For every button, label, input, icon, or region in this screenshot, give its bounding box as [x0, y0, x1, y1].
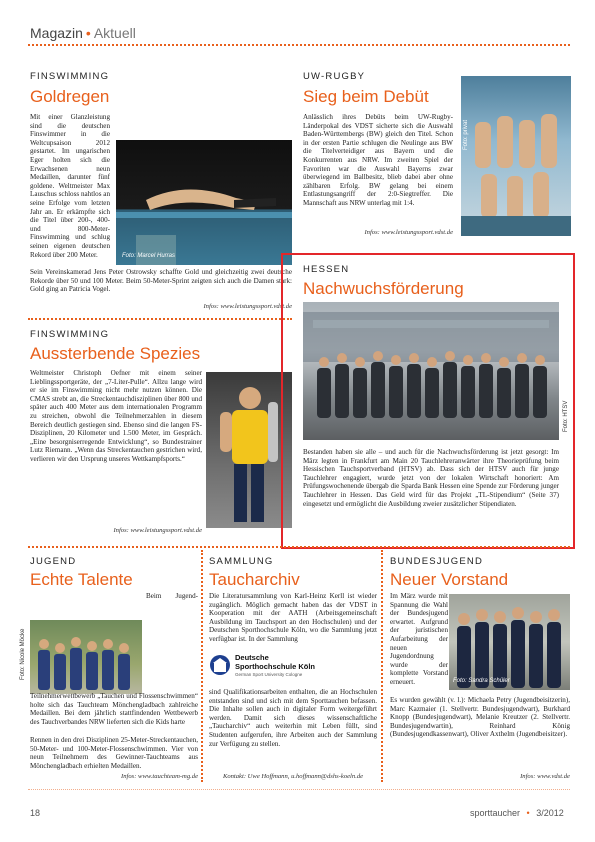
dshs-logo	[209, 652, 321, 682]
uwrugby-photo	[461, 76, 571, 236]
bundesjugend-body-top: Im März wurde mit Spannung die Wahl der Bundesjugend erwartet. Aufgrund der juristischen Aufarbeitung der neuen Jugendordnung wurde der komplette Vorstand erneuert.	[390, 592, 448, 686]
sammlung-body-bottom: sind Qualifikationsarbeiten enthalten, die an Hochschulen entstanden sind und sich mit dem Sporttauchen befassen. Die Inhalte sollen auch in digitaler Form weitergeführt werden. Damit sich dieses wissenschaftliche „Taucharchiv“ auch weiterhin mit Leben füllt, sind Studenten aufgerufen, ihre Arbeiten auch der Sammlung zur Verfügung zu stellen.	[209, 688, 377, 748]
header-divider	[28, 44, 570, 46]
divider-bottom	[28, 546, 570, 548]
uwrugby-body: Anlässlich ihres Debüts beim UW-Rugby-Länderpokal des VDST sicherte sich die Auswahl Baden-Württembergs (BW) gleich den Titel. Schon in der ersten Partie schlugen die Neulinge aus BW die Titelverteidiger aus Bayern und die Konkurrenten aus NRW. Im zweiten Spiel der Favoriten war die Auswahl Bayerns zwar überwiegend im Ballbesitz, blieb dabei aber ohne zählbaren Erfolg. BW gelang bei einem Entlastungsangriff der 2:0-Siegtreffer. Die Mannschaft aus NRW unterlag mit 1:4.	[303, 113, 453, 207]
goldregen-photo-credit: Foto: Marcel Hurras	[122, 253, 176, 259]
footer-divider	[28, 789, 570, 790]
dshs-logo-line2: Sporthochschule Köln	[235, 662, 316, 671]
header-subsection: Aktuell	[93, 25, 136, 41]
uwrugby-photo-credit: Foto: privat	[463, 119, 469, 150]
goldregen-kicker: FINSWIMMING	[30, 71, 110, 82]
dshs-logo-line1: Deutsche	[235, 653, 269, 662]
footer-magazine: sporttaucher	[470, 808, 521, 818]
hessen-title: Nachwuchsförderung	[303, 279, 464, 298]
footer-issue: 3/2012	[536, 808, 564, 818]
sammlung-kicker: SAMMLUNG	[209, 556, 274, 567]
bundesjugend-title: Neuer Vorstand	[390, 570, 509, 589]
group-photo-illustration	[303, 302, 559, 440]
dshs-logo-line3: German Sport University Cologne	[235, 672, 303, 677]
hessen-photo	[303, 302, 559, 440]
bundesjugend-photo-credit: Foto: Sandra Schüler	[453, 678, 510, 684]
page-header	[30, 25, 136, 41]
goldregen-body-top: Mit einer Glanzleistung sind die deutschen Finswimmer in die Weltcupsaison 2012 gestartet. Im ungarischen Eger holten sich die Erwachsenen neun Medaillen, darunter fünf goldene. Weltmeister Max Lauschus schloss nahtlos an seine Erfolge vom letzten Jahr an. Er erkämpfte sich die Titel über 200-, 400- und 800-Meter-Finswimming und schlug seinen eigenen deutschen Rekord über 200 Meter.	[30, 113, 110, 259]
sammlung-body-top: Die Literatursammlung von Karl-Heinz Kerll ist wieder zugänglich. Möglich gemacht haben das der VDST in Kooperation mit der AATH (Arbeitsgemeinschaft Ausbildung im Tauchsport an den Hochschulen) und der Deutschen Sporthochschule Köln, wo die Sammlung jetzt verfügbar ist. In der Sammlung	[209, 592, 377, 643]
board-group-illustration	[449, 594, 570, 690]
footer-bullet: •	[526, 808, 530, 818]
goldregen-info: Infos: www.leistungssport.vdst.de	[203, 303, 292, 310]
spezies-body: Weltmeister Christoph Oefner mit einem seiner Lieblingssportgeräte, der „7-Liter-Pulle“. Allzu lange wird er sie im Finswimming nicht mehr nutzen können. Die CMAS strebt an, die Streckentauchdisziplinen über 800 und später auch 400 Meter aus dem internationalen Programm zu streichen, obwohl die Teilnehmerzahlen in diesem Bereich deutlich gestiegen sind. Ebenso sind die langen FS-Disziplinen, 20 Kilometer und 1.500 Meter, im Gespräch. „Eine besorgniserregende Entwicklung“, so Bundestrainer Lutz Riemann. „Wenn das Streckentauchen gestrichen wird, verlieren wir den Ursprung unseres Wettkampfsports.“	[30, 369, 202, 463]
jugend-kicker: JUGEND	[30, 556, 77, 567]
rugby-team-illustration	[461, 76, 571, 236]
swimmer-illustration	[116, 140, 292, 265]
spezies-info: Infos: www.leistungssport.vdst.de	[113, 527, 202, 534]
spezies-title: Aussterbende Spezies	[30, 344, 201, 363]
goldregen-photo	[116, 140, 292, 265]
goldregen-title: Goldregen	[30, 87, 110, 106]
uwrugby-info: Infos: www.leistungssport.vdst.de	[364, 229, 453, 236]
uwrugby-kicker: UW-RUGBY	[303, 71, 366, 82]
sammlung-title: Taucharchiv	[209, 570, 300, 589]
jugend-photo-credit: Foto: Nicole Möcke	[20, 628, 26, 680]
bundesjugend-photo	[449, 594, 570, 690]
divider-left-1	[28, 318, 292, 320]
jugend-photo-spacer	[30, 592, 146, 692]
column-divider-2	[381, 550, 383, 782]
jugend-body-bottom: Rennen in den drei Disziplinen 25-Meter-Streckentauchen, 50-Meter- und 100-Meter-Flossenschwimmen. Vier von neun Teilnehmern des Gewinner-Tauchteams aus Mönchengladbach erhielten Medaillen.	[30, 736, 198, 770]
dshs-logo-icon	[209, 654, 231, 676]
jugend-title: Echte Talente	[30, 570, 133, 589]
jugend-body-top: Beim Jugend-Teilnehmerwettbewerb „Tauchen und Flossenschwimmen“ holte sich das Tauchteam Mönchengladbach zahlreiche Medaillen. Bei dem jährlich stattfindenden Wettbewerb des Tauchverbandes NRW lieferten sich die Kids harte	[30, 592, 198, 726]
hessen-kicker: HESSEN	[303, 264, 350, 275]
goldregen-body-bottom: Sein Vereinskamerad Jens Peter Ostrowsky schaffte Gold und gleichzeitig zwei deutsche Rekorde über 50 und 100 Meter. Beim 50-Meter-Sprint zeigten sich auch die Damen stark: Gold ging an Patricia Vogel.	[30, 268, 292, 294]
hessen-body: Bestanden haben sie alle – und auch für die Nachwuchsförderung ist jetzt gesorgt: Im März legten in Frankfurt am Main 20 Tauchlehreranwärter ihre Theorieprüfung beim Hessischen Tauchsportverband (HTSV) ab. Dass sich der HTSV auch für junge Tauchlehrer engagiert, wurde jetzt von der lokalen Wirtschaft honoriert: Am Prüfungswochenende übergab die Sparda Bank Hessen eine Spende zur Förderung junger Tauchlehrer in Hessen. Das Geld wird für das Projekt „TL-Stipendium“ (Seite 37) eingesetzt und ermöglicht die Ausbildung zweier zusätzlicher Stipendiaten.	[303, 448, 559, 508]
jugend-body-top-wrap	[30, 592, 198, 726]
bundesjugend-kicker: BUNDESJUGEND	[390, 556, 484, 567]
bundesjugend-info: Infos: www.vdst.de	[520, 773, 570, 780]
diver-with-tank-illustration	[206, 372, 292, 528]
spezies-photo	[206, 372, 292, 528]
column-divider-1	[201, 550, 203, 782]
hessen-photo-credit: Foto: HTSV	[563, 400, 569, 432]
footer-publication	[470, 808, 564, 818]
jugend-info: Infos: www.tauchteam-mg.de	[121, 773, 198, 780]
bundesjugend-body-bottom: Es wurden gewählt (v. l.): Michaela Petry (Jugendbeisitzerin), Marc Kazmaier (1. Stellvertr. Bundesjugendwart), Burkhard Knopp (Bundesjugendwart), Melanie Kreutzer (2. Stellvertr. Bundesjugendwartin), Reinhard König (Bundesjugendkassenwart), Oliver Axthelm (Jugendbeisitzer).	[390, 696, 570, 739]
header-bullet: •	[85, 25, 91, 41]
header-section: Magazin	[30, 25, 83, 41]
page-number: 18	[30, 808, 41, 818]
sammlung-contact: Kontakt: Uwe Hoffmann, u.hoffmann@dshs-koeln.de	[222, 773, 364, 780]
uwrugby-title: Sieg beim Debüt	[303, 87, 429, 106]
spezies-kicker: FINSWIMMING	[30, 329, 110, 340]
